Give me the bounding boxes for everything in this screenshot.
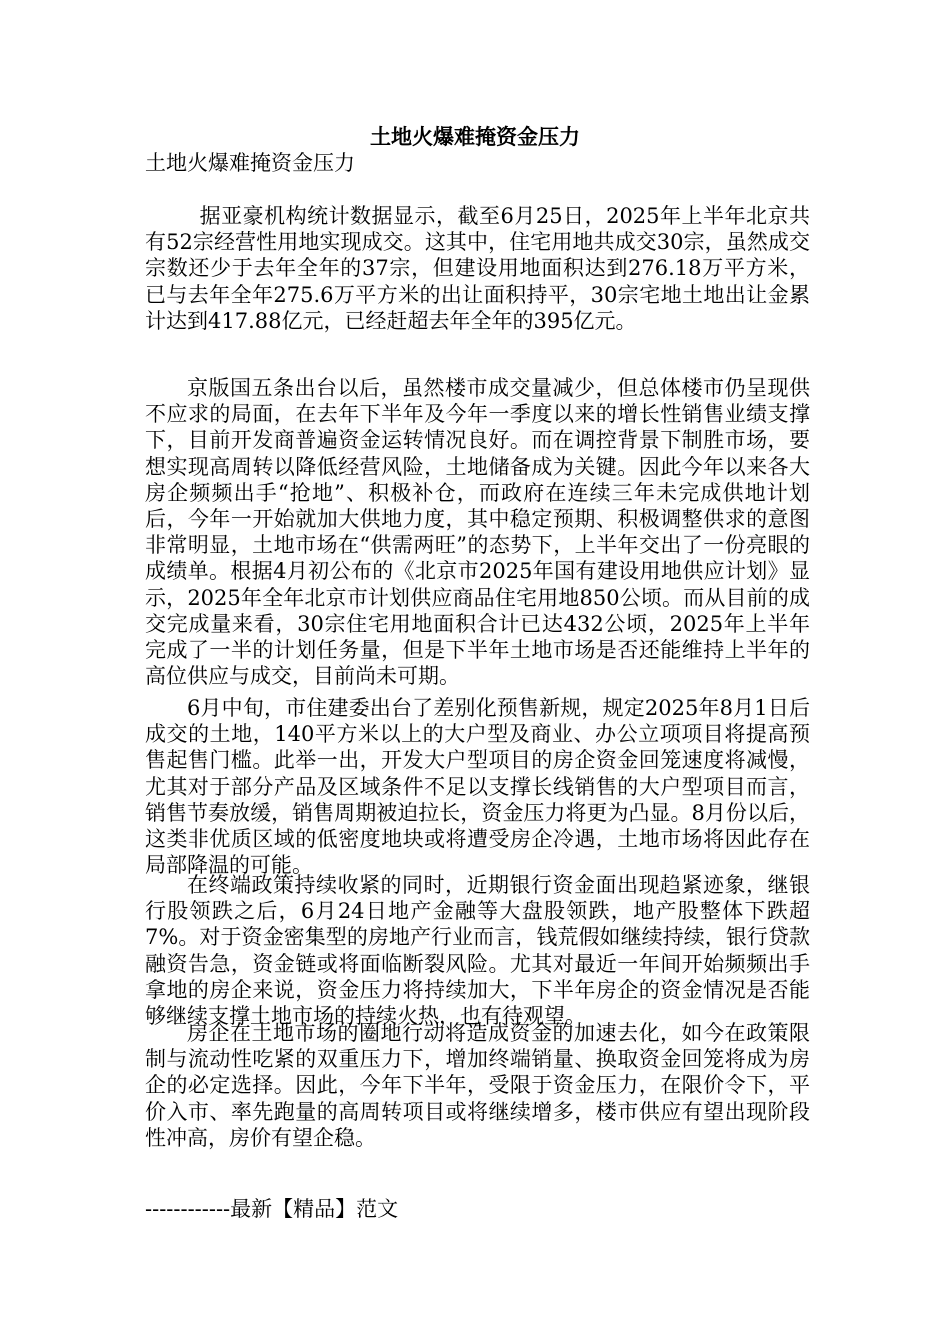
paragraph-4: 在终端政策持续收紧的同时，近期银行资金面出现趋紧迹象，继银行股领跌之后，6月24日地产金融等大盘股领跌，地产股整体下跌超7%。对于资金密集型的房地产行业而言，钱荒假如继续持续，银行贷款融资告急，资金链或将面临断裂风险。尤其对最近一年间开始频频出手拿地的房企来说，资金压力将持续加大，下半年房企的资金情况是否能够继续支撑土地市场的持续火热，也有待观望。: [145, 873, 810, 1029]
document-title: 土地火爆难掩资金压力: [370, 124, 580, 149]
footer-text: ------------最新【精品】范文: [145, 1197, 399, 1221]
document-subtitle: 土地火爆难掩资金压力: [145, 151, 355, 175]
paragraph-5: 房企在土地市场的圈地行动将造成资金的加速去化，如今在政策限制与流动性吃紧的双重压力下，增加终端销量、换取资金回笼将成为房企的必定选择。因此，今年下半年，受限于资金压力，在限价令下，平价入市、率先跑量的高周转项目或将继续增多，楼市供应有望出现阶段性冲高，房价有望企稳。: [145, 1021, 810, 1150]
paragraph-1: 据亚豪机构统计数据显示，截至6月25日，2025年上半年北京共有52宗经营性用地实现成交。这其中，住宅用地共成交30宗，虽然成交宗数还少于去年全年的37宗，但建设用地面积达到276.18万平方米，已与去年全年275.6万平方米的出让面积持平，30宗宅地土地出让金累计达到417.88亿元，已经赶超去年全年的395亿元。: [145, 204, 810, 333]
paragraph-2: 京版国五条出台以后，虽然楼市成交量减少，但总体楼市仍呈现供不应求的局面，在去年下半年及今年一季度以来的增长性销售业绩支撑下，目前开发商普遍资金运转情况良好。而在调控背景下制胜市场，要想实现高周转以降低经营风险，土地储备成为关键。因此今年以来各大房企频频出手“抢地”、积极补仓，而政府在连续三年未完成供地计划后，今年一开始就加大供地力度，其中稳定预期、积极调整供求的意图非常明显，土地市场在“供需两旺”的态势下，上半年交出了一份亮眼的成绩单。根据4月初公布的《北京市2025年国有建设用地供应计划》显示，2025年全年北京市计划供应商品住宅用地850公顷。而从目前的成交完成量来看，30宗住宅用地面积合计已达432公顷，2025年上半年完成了一半的计划任务量，但是下半年土地市场是否还能维持上半年的高位供应与成交，目前尚未可期。: [145, 376, 810, 689]
paragraph-3: 6月中旬，市住建委出台了差别化预售新规，规定2025年8月1日后成交的土地，140平方米以上的大户型及商业、办公立项项目将提高预售起售门槛。此举一出，开发大户型项目的房企资金回笼速度将减慢，尤其对于部分产品及区域条件不足以支撑长线销售的大户型项目而言，销售节奏放缓，销售周期被迫拉长，资金压力将更为凸显。8月份以后，这类非优质区域的低密度地块或将遭受房企冷遇，土地市场将因此存在局部降温的可能。: [145, 696, 810, 878]
